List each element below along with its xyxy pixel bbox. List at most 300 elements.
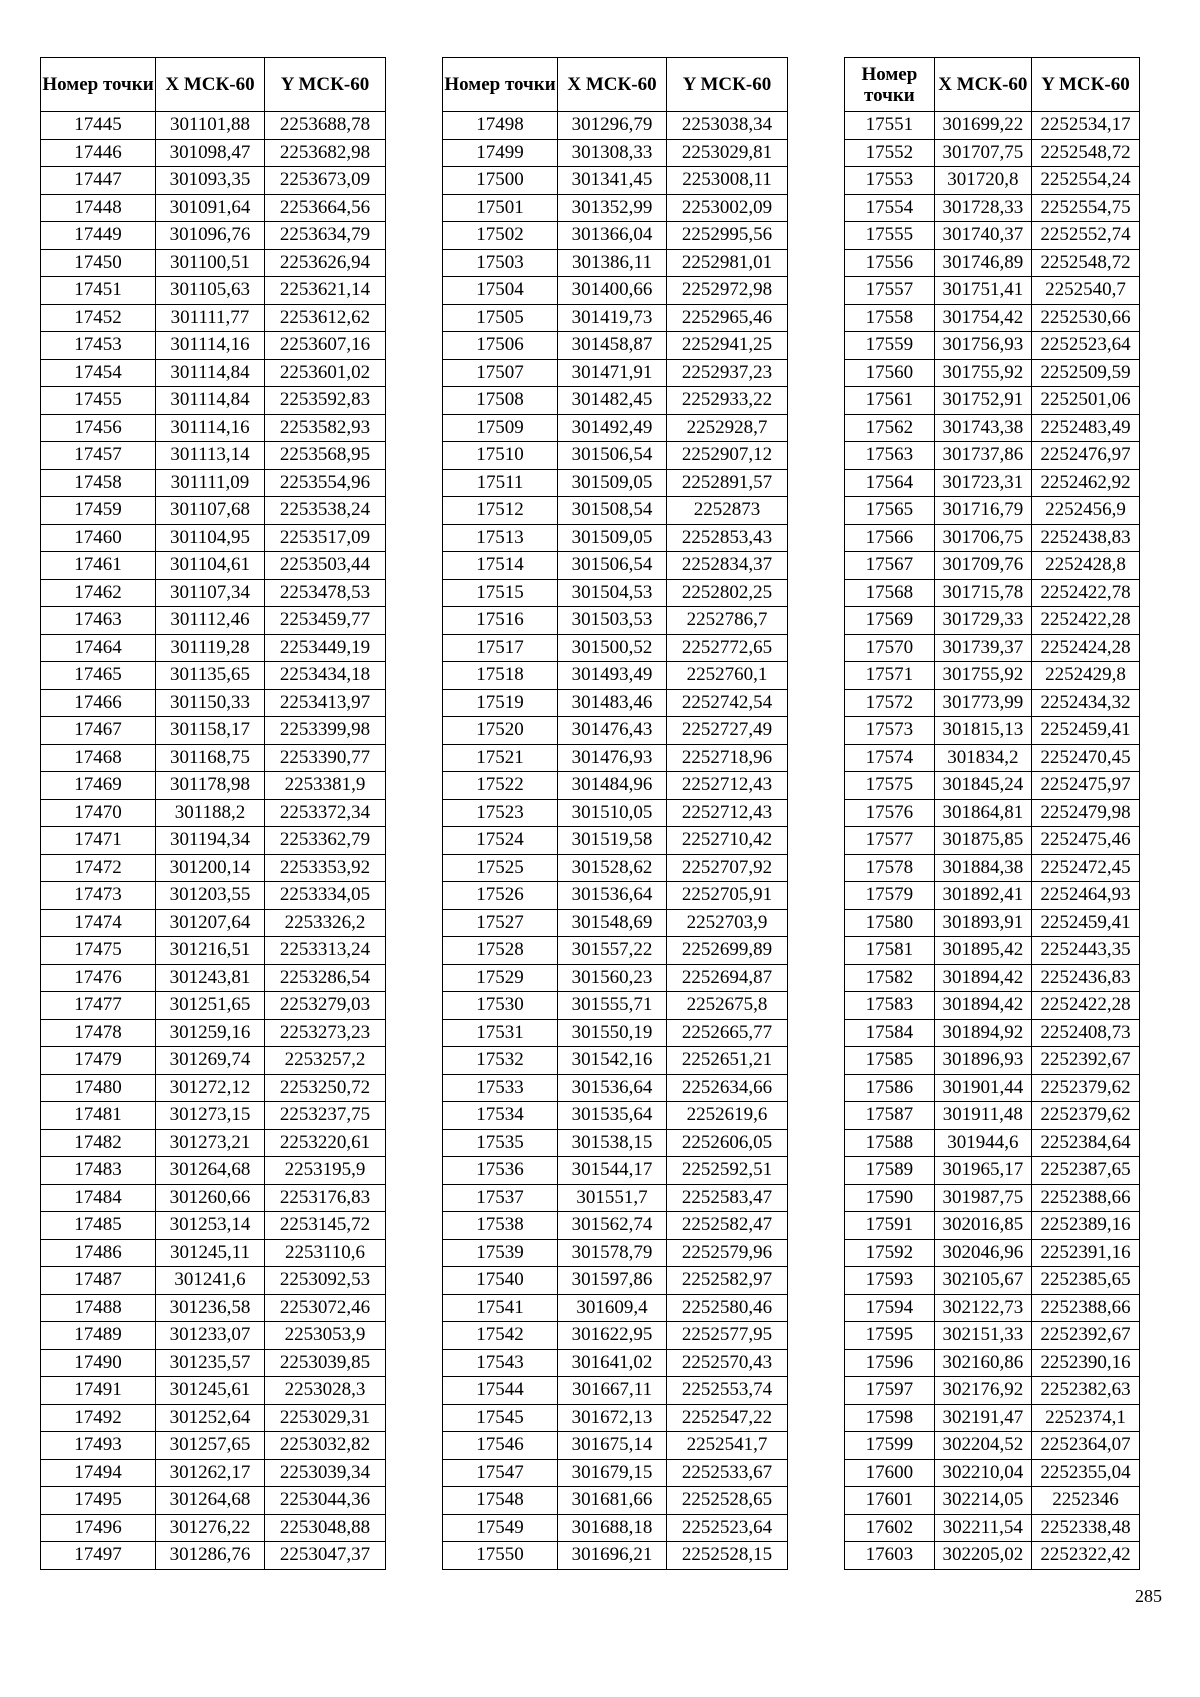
point-number-cell: 17485	[41, 1212, 156, 1240]
point-number-cell: 17448	[41, 194, 156, 222]
y-coordinate-cell: 2252928,7	[667, 414, 788, 442]
y-coordinate-cell: 2253044,36	[265, 1487, 386, 1515]
point-number-cell: 17511	[443, 469, 558, 497]
x-coordinate-cell: 301107,34	[156, 579, 265, 607]
x-coordinate-cell: 301419,73	[558, 304, 667, 332]
point-number-cell: 17446	[41, 139, 156, 167]
x-coordinate-cell: 301111,77	[156, 304, 265, 332]
y-coordinate-cell: 2252530,66	[1031, 304, 1139, 332]
point-number-cell: 17447	[41, 167, 156, 195]
y-coordinate-cell: 2252675,8	[667, 992, 788, 1020]
x-coordinate-cell: 301641,02	[558, 1349, 667, 1377]
point-number-cell: 17587	[845, 1102, 935, 1130]
point-number-cell: 17461	[41, 552, 156, 580]
point-number-cell: 17513	[443, 524, 558, 552]
x-coordinate-cell: 301236,58	[156, 1294, 265, 1322]
y-coordinate-cell: 2252389,16	[1031, 1212, 1139, 1240]
table-row	[41, 744, 386, 772]
point-number-cell: 17502	[443, 222, 558, 250]
x-coordinate-cell: 301504,53	[558, 579, 667, 607]
point-number-cell: 17504	[443, 277, 558, 305]
point-number-cell: 17506	[443, 332, 558, 360]
table-row	[443, 387, 788, 415]
x-coordinate-cell: 301114,84	[156, 359, 265, 387]
table-row	[443, 524, 788, 552]
point-number-cell: 17585	[845, 1047, 935, 1075]
point-number-cell: 17557	[845, 277, 935, 305]
table-row	[443, 1514, 788, 1542]
table-row	[845, 112, 1140, 140]
y-coordinate-cell: 2252981,01	[667, 249, 788, 277]
header-row	[41, 58, 386, 112]
y-coordinate-header: Y МСК-60	[1031, 58, 1139, 112]
point-number-cell: 17531	[443, 1019, 558, 1047]
table-row	[845, 1294, 1140, 1322]
y-coordinate-cell: 2253002,09	[667, 194, 788, 222]
y-coordinate-cell: 2252422,78	[1031, 579, 1139, 607]
y-coordinate-cell: 2252528,65	[667, 1487, 788, 1515]
x-coordinate-cell: 301506,54	[558, 552, 667, 580]
y-coordinate-cell: 2252374,1	[1031, 1404, 1139, 1432]
y-coordinate-cell: 2253381,9	[265, 772, 386, 800]
table-row	[845, 772, 1140, 800]
point-number-cell: 17584	[845, 1019, 935, 1047]
point-number-cell: 17472	[41, 854, 156, 882]
x-coordinate-cell: 301707,75	[934, 139, 1031, 167]
point-number-cell: 17530	[443, 992, 558, 1020]
point-number-cell: 17559	[845, 332, 935, 360]
x-coordinate-cell: 301098,47	[156, 139, 265, 167]
table-row	[41, 662, 386, 690]
x-coordinate-cell: 301506,54	[558, 442, 667, 470]
point-number-cell: 17547	[443, 1459, 558, 1487]
table-row	[845, 332, 1140, 360]
table-row	[845, 1102, 1140, 1130]
table-row	[41, 1074, 386, 1102]
point-number-cell: 17493	[41, 1432, 156, 1460]
y-coordinate-cell: 2252379,62	[1031, 1102, 1139, 1130]
y-coordinate-cell: 2252387,65	[1031, 1157, 1139, 1185]
point-number-cell: 17471	[41, 827, 156, 855]
y-coordinate-header: Y МСК-60	[265, 58, 386, 112]
point-number-cell: 17517	[443, 634, 558, 662]
table-row	[443, 1322, 788, 1350]
point-number-cell: 17455	[41, 387, 156, 415]
point-number-cell: 17526	[443, 882, 558, 910]
y-coordinate-cell: 2252509,59	[1031, 359, 1139, 387]
x-coordinate-cell: 301114,84	[156, 387, 265, 415]
y-coordinate-cell: 2252802,25	[667, 579, 788, 607]
table-row	[41, 249, 386, 277]
table-row	[443, 1432, 788, 1460]
y-coordinate-cell: 2253039,85	[265, 1349, 386, 1377]
x-coordinate-cell: 301578,79	[558, 1239, 667, 1267]
y-coordinate-cell: 2252834,37	[667, 552, 788, 580]
y-coordinate-cell: 2253582,93	[265, 414, 386, 442]
x-coordinate-cell: 301557,22	[558, 937, 667, 965]
point-number-cell: 17473	[41, 882, 156, 910]
point-number-cell: 17510	[443, 442, 558, 470]
x-coordinate-cell: 301536,64	[558, 882, 667, 910]
y-coordinate-cell: 2253110,6	[265, 1239, 386, 1267]
point-number-cell: 17490	[41, 1349, 156, 1377]
y-coordinate-cell: 2252501,06	[1031, 387, 1139, 415]
point-number-cell: 17515	[443, 579, 558, 607]
table-row	[845, 1074, 1140, 1102]
y-coordinate-cell: 2252907,12	[667, 442, 788, 470]
point-number-cell: 17586	[845, 1074, 935, 1102]
point-number-cell: 17595	[845, 1322, 935, 1350]
x-coordinate-cell: 301245,11	[156, 1239, 265, 1267]
point-number-cell: 17454	[41, 359, 156, 387]
x-coordinate-cell: 301699,22	[934, 112, 1031, 140]
x-coordinate-cell: 301675,14	[558, 1432, 667, 1460]
table-row	[845, 827, 1140, 855]
table-row	[845, 717, 1140, 745]
x-coordinate-cell: 301535,64	[558, 1102, 667, 1130]
y-coordinate-cell: 2253688,78	[265, 112, 386, 140]
point-number-cell: 17496	[41, 1514, 156, 1542]
point-number-cell: 17592	[845, 1239, 935, 1267]
y-coordinate-cell: 2253008,11	[667, 167, 788, 195]
x-coordinate-cell: 301104,61	[156, 552, 265, 580]
x-coordinate-cell: 301864,81	[934, 799, 1031, 827]
x-coordinate-cell: 301555,71	[558, 992, 667, 1020]
point-number-cell: 17571	[845, 662, 935, 690]
y-coordinate-cell: 2253092,53	[265, 1267, 386, 1295]
table-row	[41, 827, 386, 855]
page-number: 285	[1135, 1586, 1162, 1606]
y-coordinate-cell: 2252422,28	[1031, 992, 1139, 1020]
x-coordinate-cell: 301752,91	[934, 387, 1031, 415]
y-coordinate-cell: 2252462,92	[1031, 469, 1139, 497]
y-coordinate-cell: 2253413,97	[265, 689, 386, 717]
point-number-cell: 17532	[443, 1047, 558, 1075]
x-coordinate-cell: 301894,92	[934, 1019, 1031, 1047]
table-row	[41, 359, 386, 387]
point-number-cell: 17478	[41, 1019, 156, 1047]
table-row	[443, 1102, 788, 1130]
table-row	[41, 469, 386, 497]
table-row	[443, 1184, 788, 1212]
y-coordinate-cell: 2252786,7	[667, 607, 788, 635]
table-row	[845, 607, 1140, 635]
y-coordinate-cell: 2252355,04	[1031, 1459, 1139, 1487]
x-coordinate-cell: 301105,63	[156, 277, 265, 305]
y-coordinate-cell: 2253237,75	[265, 1102, 386, 1130]
point-number-cell: 17516	[443, 607, 558, 635]
table-row	[845, 524, 1140, 552]
point-number-cell: 17560	[845, 359, 935, 387]
y-coordinate-cell: 2252712,43	[667, 772, 788, 800]
y-coordinate-cell: 2252379,62	[1031, 1074, 1139, 1102]
point-number-cell: 17508	[443, 387, 558, 415]
y-coordinate-cell: 2253047,37	[265, 1542, 386, 1570]
y-coordinate-cell: 2252582,47	[667, 1212, 788, 1240]
x-coordinate-cell: 301528,62	[558, 854, 667, 882]
table-row	[845, 799, 1140, 827]
table-row	[41, 964, 386, 992]
x-coordinate-cell: 301483,46	[558, 689, 667, 717]
x-coordinate-cell: 301273,15	[156, 1102, 265, 1130]
point-number-header: Номер точки	[443, 58, 558, 112]
point-number-cell: 17466	[41, 689, 156, 717]
y-coordinate-cell: 2252570,43	[667, 1349, 788, 1377]
y-coordinate-cell: 2253601,02	[265, 359, 386, 387]
y-coordinate-cell: 2253145,72	[265, 1212, 386, 1240]
point-number-cell: 17470	[41, 799, 156, 827]
table-row	[443, 579, 788, 607]
x-coordinate-cell: 301482,45	[558, 387, 667, 415]
x-coordinate-cell: 301188,2	[156, 799, 265, 827]
point-number-cell: 17484	[41, 1184, 156, 1212]
point-number-cell: 17548	[443, 1487, 558, 1515]
point-number-cell: 17569	[845, 607, 935, 635]
point-number-cell: 17529	[443, 964, 558, 992]
x-coordinate-cell: 301096,76	[156, 222, 265, 250]
x-coordinate-cell: 301366,04	[558, 222, 667, 250]
y-coordinate-header: Y МСК-60	[667, 58, 788, 112]
point-number-cell: 17492	[41, 1404, 156, 1432]
table-row	[41, 992, 386, 1020]
point-number-cell: 17588	[845, 1129, 935, 1157]
table-row	[41, 799, 386, 827]
table-row	[443, 909, 788, 937]
y-coordinate-cell: 2253029,31	[265, 1404, 386, 1432]
x-coordinate-cell: 301894,42	[934, 964, 1031, 992]
table-row	[845, 1157, 1140, 1185]
y-coordinate-cell: 2253250,72	[265, 1074, 386, 1102]
y-coordinate-cell: 2252580,46	[667, 1294, 788, 1322]
y-coordinate-cell: 2253195,9	[265, 1157, 386, 1185]
x-coordinate-cell: 301178,98	[156, 772, 265, 800]
x-coordinate-cell: 301709,76	[934, 552, 1031, 580]
coordinate-table-3	[844, 57, 1140, 1570]
table-row	[443, 1542, 788, 1570]
table-row	[41, 1432, 386, 1460]
point-number-cell: 17545	[443, 1404, 558, 1432]
point-number-cell: 17591	[845, 1212, 935, 1240]
point-number-cell: 17572	[845, 689, 935, 717]
table-row	[41, 634, 386, 662]
x-coordinate-cell: 301815,13	[934, 717, 1031, 745]
point-number-cell: 17521	[443, 744, 558, 772]
y-coordinate-cell: 2252554,75	[1031, 194, 1139, 222]
point-number-cell: 17546	[443, 1432, 558, 1460]
point-number-cell: 17550	[443, 1542, 558, 1570]
y-coordinate-cell: 2252772,65	[667, 634, 788, 662]
point-number-cell: 17558	[845, 304, 935, 332]
x-coordinate-header: X МСК-60	[558, 58, 667, 112]
y-coordinate-cell: 2252592,51	[667, 1157, 788, 1185]
y-coordinate-cell: 2252483,49	[1031, 414, 1139, 442]
table-row	[41, 497, 386, 525]
table-row	[41, 1542, 386, 1570]
table-row	[443, 1047, 788, 1075]
x-coordinate-cell: 301091,64	[156, 194, 265, 222]
y-coordinate-cell: 2252476,97	[1031, 442, 1139, 470]
point-number-cell: 17600	[845, 1459, 935, 1487]
x-coordinate-cell: 301609,4	[558, 1294, 667, 1322]
y-coordinate-cell: 2252464,93	[1031, 882, 1139, 910]
x-coordinate-header: X МСК-60	[934, 58, 1031, 112]
x-coordinate-cell: 301114,16	[156, 332, 265, 360]
table-row	[845, 1404, 1140, 1432]
table-row	[41, 139, 386, 167]
x-coordinate-cell: 301272,12	[156, 1074, 265, 1102]
x-coordinate-cell: 301550,19	[558, 1019, 667, 1047]
y-coordinate-cell: 2252583,47	[667, 1184, 788, 1212]
point-number-cell: 17451	[41, 277, 156, 305]
point-number-cell: 17536	[443, 1157, 558, 1185]
y-coordinate-cell: 2253039,34	[265, 1459, 386, 1487]
point-number-cell: 17562	[845, 414, 935, 442]
y-coordinate-cell: 2253634,79	[265, 222, 386, 250]
y-coordinate-cell: 2253664,56	[265, 194, 386, 222]
y-coordinate-cell: 2253279,03	[265, 992, 386, 1020]
table-row	[845, 579, 1140, 607]
y-coordinate-cell: 2253372,34	[265, 799, 386, 827]
x-coordinate-cell: 302105,67	[934, 1267, 1031, 1295]
table-row	[845, 139, 1140, 167]
x-coordinate-cell: 301101,88	[156, 112, 265, 140]
table-row	[845, 1239, 1140, 1267]
x-coordinate-cell: 301235,57	[156, 1349, 265, 1377]
table-row	[41, 414, 386, 442]
x-coordinate-cell: 301111,09	[156, 469, 265, 497]
x-coordinate-cell: 301884,38	[934, 854, 1031, 882]
x-coordinate-cell: 302176,92	[934, 1377, 1031, 1405]
x-coordinate-header: X МСК-60	[156, 58, 265, 112]
point-number-cell: 17566	[845, 524, 935, 552]
y-coordinate-cell: 2253503,44	[265, 552, 386, 580]
coordinate-table-2	[442, 57, 788, 1570]
x-coordinate-cell: 301746,89	[934, 249, 1031, 277]
y-coordinate-cell: 2252547,22	[667, 1404, 788, 1432]
table-row	[41, 1102, 386, 1130]
point-number-cell: 17602	[845, 1514, 935, 1542]
point-number-cell: 17520	[443, 717, 558, 745]
point-number-header: Номер точки	[845, 58, 935, 112]
x-coordinate-cell: 301672,13	[558, 1404, 667, 1432]
table-row	[845, 1542, 1140, 1570]
table-row	[845, 194, 1140, 222]
table-row	[845, 1019, 1140, 1047]
y-coordinate-cell: 2253220,61	[265, 1129, 386, 1157]
point-number-cell: 17512	[443, 497, 558, 525]
x-coordinate-cell: 301476,93	[558, 744, 667, 772]
y-coordinate-cell: 2252384,64	[1031, 1129, 1139, 1157]
point-number-cell: 17468	[41, 744, 156, 772]
table-row	[443, 607, 788, 635]
table-row	[443, 359, 788, 387]
y-coordinate-cell: 2252707,92	[667, 854, 788, 882]
x-coordinate-cell: 301245,61	[156, 1377, 265, 1405]
table-row	[845, 304, 1140, 332]
x-coordinate-cell: 302151,33	[934, 1322, 1031, 1350]
point-number-cell: 17522	[443, 772, 558, 800]
table-row	[443, 1294, 788, 1322]
point-number-cell: 17573	[845, 717, 935, 745]
point-number-cell: 17582	[845, 964, 935, 992]
point-number-cell: 17483	[41, 1157, 156, 1185]
point-number-cell: 17534	[443, 1102, 558, 1130]
y-coordinate-cell: 2252434,32	[1031, 689, 1139, 717]
table-row	[41, 524, 386, 552]
point-number-cell: 17575	[845, 772, 935, 800]
point-number-cell: 17542	[443, 1322, 558, 1350]
point-number-cell: 17463	[41, 607, 156, 635]
table-row	[443, 1349, 788, 1377]
y-coordinate-cell: 2252475,97	[1031, 772, 1139, 800]
x-coordinate-cell: 301194,34	[156, 827, 265, 855]
y-coordinate-cell: 2252391,16	[1031, 1239, 1139, 1267]
x-coordinate-cell: 302205,02	[934, 1542, 1031, 1570]
x-coordinate-cell: 301739,37	[934, 634, 1031, 662]
point-number-cell: 17499	[443, 139, 558, 167]
table-row	[443, 854, 788, 882]
x-coordinate-cell: 301158,17	[156, 717, 265, 745]
point-number-cell: 17498	[443, 112, 558, 140]
x-coordinate-cell: 301104,95	[156, 524, 265, 552]
table-row	[41, 1267, 386, 1295]
x-coordinate-cell: 301894,42	[934, 992, 1031, 1020]
table-row	[443, 634, 788, 662]
table-row	[845, 909, 1140, 937]
table-row	[845, 552, 1140, 580]
table-row	[845, 167, 1140, 195]
x-coordinate-cell: 301113,14	[156, 442, 265, 470]
y-coordinate-cell: 2252382,63	[1031, 1377, 1139, 1405]
y-coordinate-cell: 2253053,9	[265, 1322, 386, 1350]
point-number-cell: 17494	[41, 1459, 156, 1487]
y-coordinate-cell: 2253682,98	[265, 139, 386, 167]
x-coordinate-cell: 301551,7	[558, 1184, 667, 1212]
table-row	[443, 1404, 788, 1432]
point-number-cell: 17543	[443, 1349, 558, 1377]
y-coordinate-cell: 2253459,77	[265, 607, 386, 635]
x-coordinate-cell: 301233,07	[156, 1322, 265, 1350]
table-row	[845, 854, 1140, 882]
y-coordinate-cell: 2253399,98	[265, 717, 386, 745]
point-number-cell: 17525	[443, 854, 558, 882]
x-coordinate-cell: 301562,74	[558, 1212, 667, 1240]
table-row	[845, 497, 1140, 525]
point-number-cell: 17469	[41, 772, 156, 800]
point-number-cell: 17479	[41, 1047, 156, 1075]
table-row	[41, 194, 386, 222]
y-coordinate-cell: 2252523,64	[1031, 332, 1139, 360]
y-coordinate-cell: 2252718,96	[667, 744, 788, 772]
table-row	[41, 167, 386, 195]
x-coordinate-cell: 301875,85	[934, 827, 1031, 855]
x-coordinate-cell: 301296,79	[558, 112, 667, 140]
y-coordinate-cell: 2252548,72	[1031, 139, 1139, 167]
y-coordinate-cell: 2253592,83	[265, 387, 386, 415]
x-coordinate-cell: 302211,54	[934, 1514, 1031, 1542]
table-row	[41, 579, 386, 607]
table-row	[41, 304, 386, 332]
point-number-cell: 17540	[443, 1267, 558, 1295]
point-number-cell: 17590	[845, 1184, 935, 1212]
point-number-cell: 17541	[443, 1294, 558, 1322]
x-coordinate-cell: 301471,91	[558, 359, 667, 387]
x-coordinate-cell: 301203,55	[156, 882, 265, 910]
x-coordinate-cell: 301168,75	[156, 744, 265, 772]
y-coordinate-cell: 2252742,54	[667, 689, 788, 717]
point-number-cell: 17449	[41, 222, 156, 250]
y-coordinate-cell: 2252619,6	[667, 1102, 788, 1130]
